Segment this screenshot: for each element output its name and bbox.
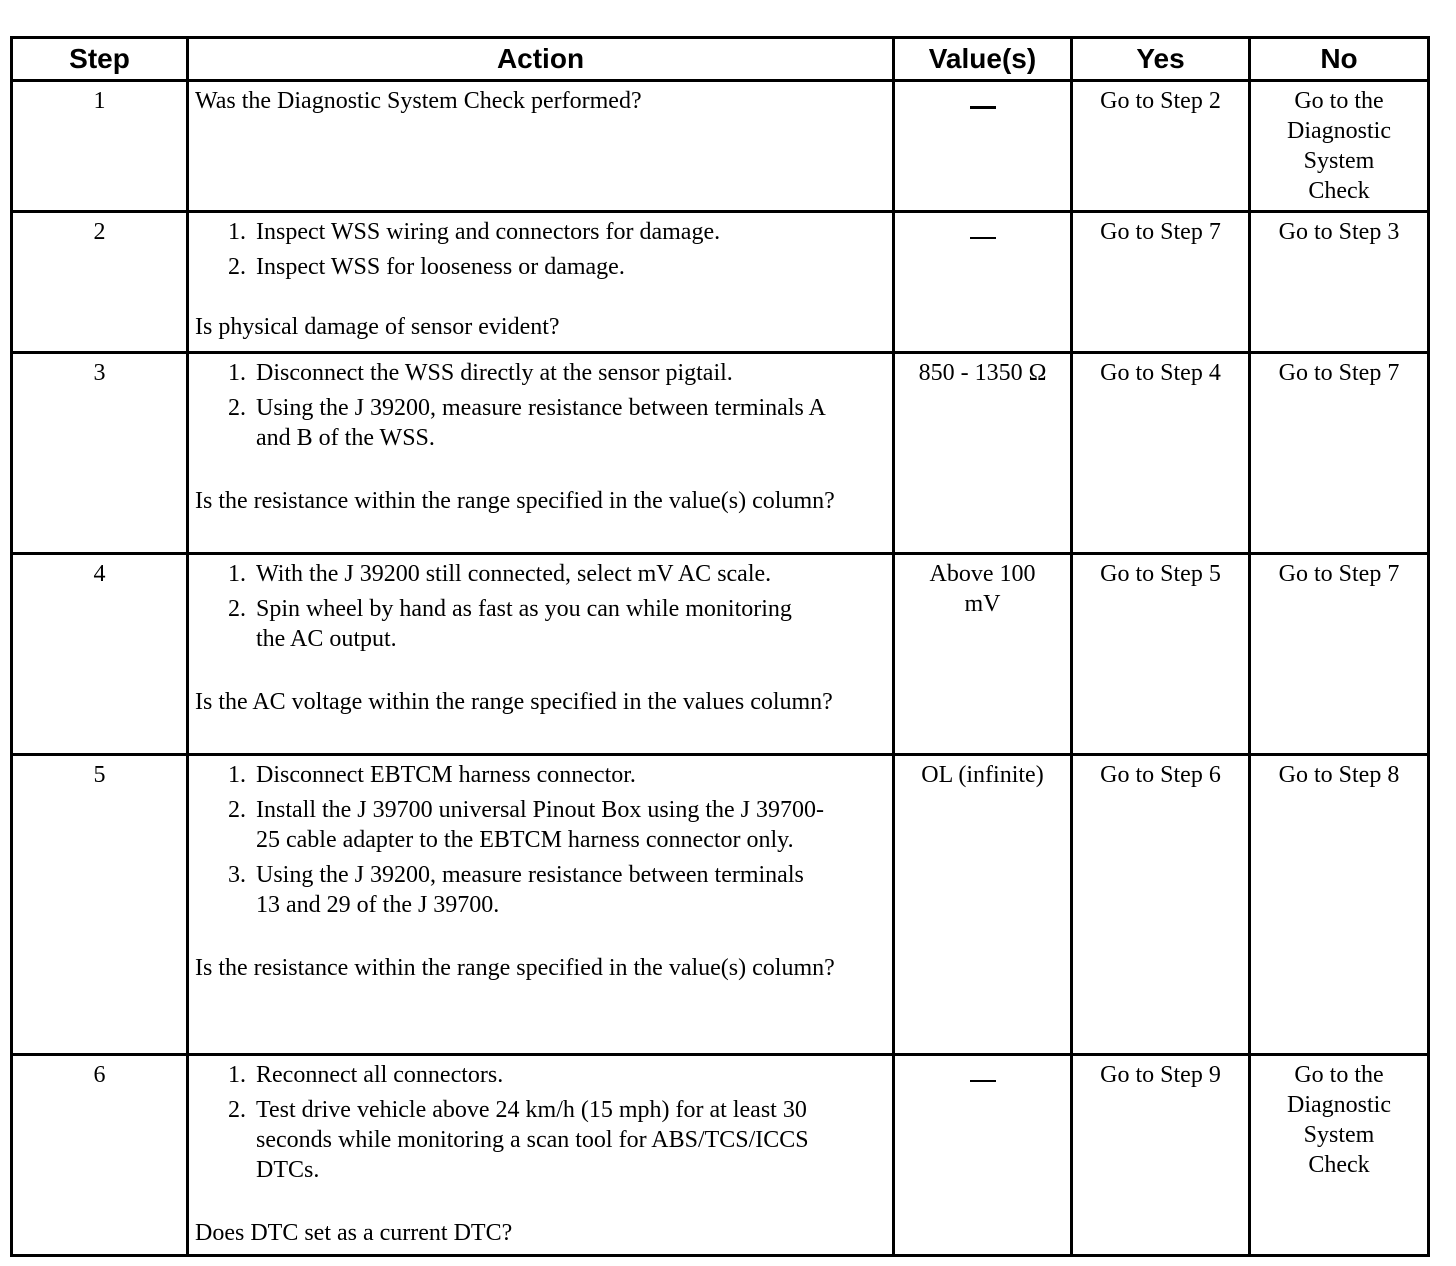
yes-cell: Go to Step 6 <box>1072 755 1250 1055</box>
no-cell: Go to Step 7 <box>1250 353 1429 554</box>
action-step: 1. Reconnect all connectors. <box>252 1060 886 1090</box>
step-number: 3 <box>12 353 188 554</box>
action-step: 2. Spin wheel by hand as fast as you can while monitoring the AC output. <box>252 594 886 654</box>
header-action: Action <box>188 38 894 81</box>
action-step: 1. Inspect WSS wiring and connectors for damage. <box>252 217 886 247</box>
yes-cell: Go to Step 5 <box>1072 554 1250 755</box>
header-values: Value(s) <box>894 38 1072 81</box>
value-dash <box>970 237 996 239</box>
value-cell: 850 - 1350 Ω <box>894 353 1072 554</box>
yes-cell: Go to Step 4 <box>1072 353 1250 554</box>
value-cell <box>894 1055 1072 1256</box>
action-step: 2. Test drive vehicle above 24 km/h (15 mph) for at least 30 seconds while monitoring a scan tool for ABS/TCS/ICCS DTCs. <box>252 1095 886 1185</box>
action-question: Is the resistance within the range specified in the value(s) column? <box>195 488 835 514</box>
yes-cell: Go to Step 7 <box>1072 212 1250 353</box>
table-row <box>12 81 1429 212</box>
action-steps <box>195 358 886 453</box>
no-cell: Go to Step 8 <box>1250 755 1429 1055</box>
action-step: 2. Inspect WSS for looseness or damage. <box>252 252 886 282</box>
header-yes: Yes <box>1072 38 1250 81</box>
action-step: 1. Disconnect the WSS directly at the sensor pigtail. <box>252 358 886 388</box>
action-step: 2. Install the J 39700 universal Pinout Box using the J 39700-25 cable adapter to the EBTCM harness connector only. <box>252 795 886 855</box>
action-step: 2. Using the J 39200, measure resistance between terminals A and B of the WSS. <box>252 393 886 453</box>
action-cell <box>188 755 894 1055</box>
value-cell <box>894 212 1072 353</box>
spacer <box>195 925 886 953</box>
action-cell <box>188 554 894 755</box>
no-cell: Go to Step 7 <box>1250 554 1429 755</box>
table-row <box>12 353 1429 554</box>
action-step: 1. Disconnect EBTCM harness connector. <box>252 760 886 790</box>
step-number: 6 <box>12 1055 188 1256</box>
value-dash <box>970 106 996 109</box>
step-number: 1 <box>12 81 188 212</box>
table-row <box>12 554 1429 755</box>
yes-cell: Go to Step 9 <box>1072 1055 1250 1256</box>
value-dash <box>970 1080 996 1082</box>
table-row <box>12 212 1429 353</box>
yes-cell: Go to Step 2 <box>1072 81 1250 212</box>
action-question: Was the Diagnostic System Check performed? <box>195 88 642 114</box>
value-cell <box>894 81 1072 212</box>
action-cell <box>188 353 894 554</box>
spacer <box>195 659 886 687</box>
header-step: Step <box>12 38 188 81</box>
action-question: Is the AC voltage within the range specified in the values column? <box>195 689 833 715</box>
header-no: No <box>1250 38 1429 81</box>
action-step: 3. Using the J 39200, measure resistance between terminals 13 and 29 of the J 39700. <box>252 860 886 920</box>
action-question: Is the resistance within the range specified in the value(s) column? <box>195 955 835 981</box>
action-cell <box>188 1055 894 1256</box>
no-cell: Go to the Diagnostic System Check <box>1250 1055 1429 1256</box>
action-question: Is physical damage of sensor evident? <box>195 314 560 340</box>
spacer <box>195 458 886 486</box>
step-number: 2 <box>12 212 188 353</box>
action-steps <box>195 559 886 654</box>
action-question: Does DTC set as a current DTC? <box>195 1220 513 1246</box>
step-number: 4 <box>12 554 188 755</box>
action-steps <box>195 1060 886 1185</box>
action-steps <box>195 217 886 282</box>
action-cell <box>188 81 894 212</box>
value-cell: OL (infinite) <box>894 755 1072 1055</box>
header-row <box>12 38 1429 81</box>
action-steps <box>195 760 886 920</box>
no-cell: Go to the Diagnostic System Check <box>1250 81 1429 212</box>
diagnostic-table <box>10 36 1430 1257</box>
action-step: 1. With the J 39200 still connected, select mV AC scale. <box>252 559 886 589</box>
step-number: 5 <box>12 755 188 1055</box>
action-cell <box>188 212 894 353</box>
table-row <box>12 1055 1429 1256</box>
value-cell: Above 100 mV <box>894 554 1072 755</box>
spacer <box>195 287 886 312</box>
spacer <box>195 1190 886 1218</box>
table-row <box>12 755 1429 1055</box>
no-cell: Go to Step 3 <box>1250 212 1429 353</box>
